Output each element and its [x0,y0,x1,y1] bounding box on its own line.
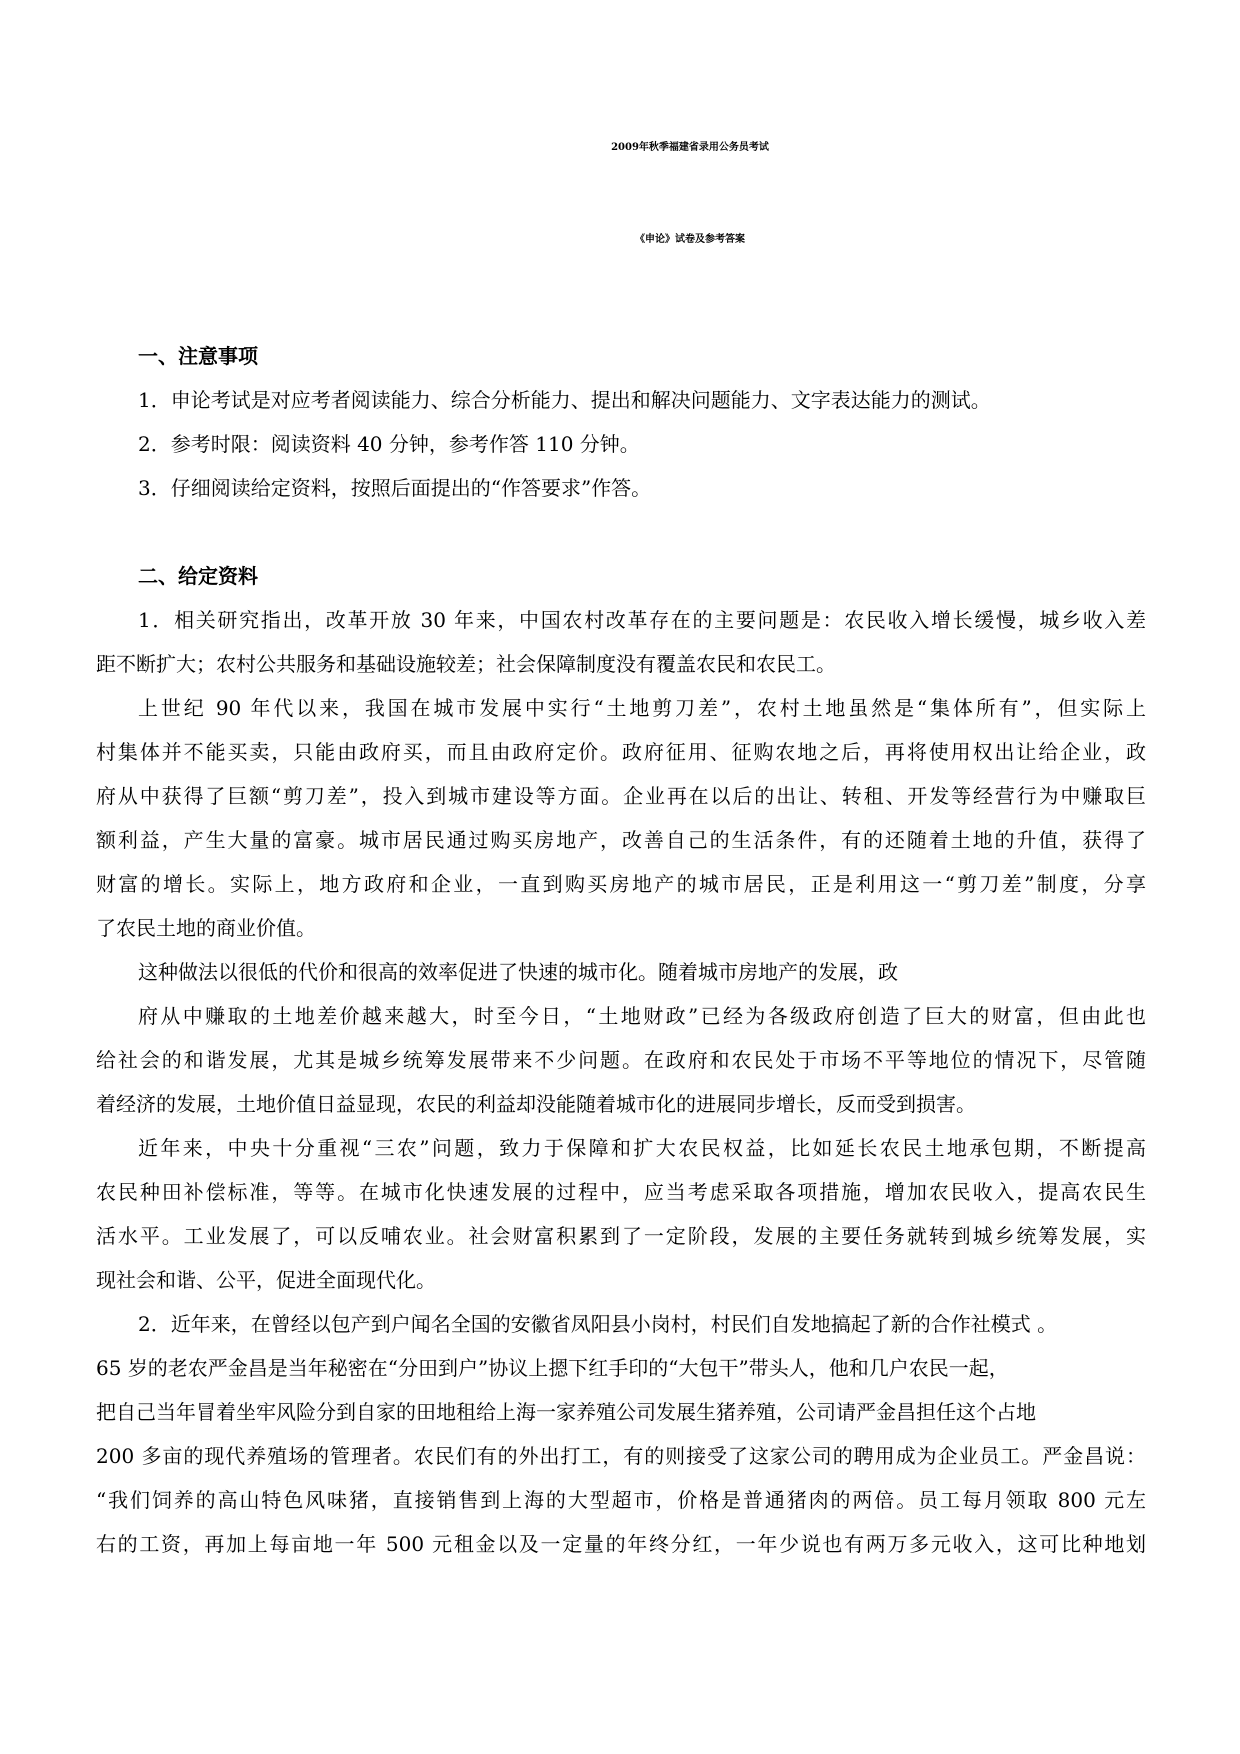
material-line: 把自己当年冒着坐牢风险分到自家的田地租给上海一家养殖公司发展生猪养殖，公司请严金昌担任这个占地 [96,1400,1036,1424]
notes-item: 2．参考时限：阅读资料 40 分钟，参考作答 110 分钟。 [138,432,640,456]
section-heading-materials: 二、给定资料 [138,564,258,588]
material-line: 活水平。工业发展了，可以反哺农业。社会财富积累到了一定阶段，发展的主要任务就转到城乡统筹发展，实 [96,1224,1146,1248]
material-line: 2．近年来，在曾经以包产到户闻名全国的安徽省凤阳县小岗村，村民们自发地搞起了新的合作社模式 。 [138,1312,1058,1336]
document-subtitle: 《申论》试卷及参考答案 [635,234,745,245]
material-line: 村集体并不能买卖，只能由政府买，而且由政府定价。政府征用、征购农地之后，再将使用权出让给企业，政 [96,740,1146,764]
material-line: 近年来，中央十分重视“三农”问题，致力于保障和扩大农民权益，比如延长农民土地承包期，不断提高 [138,1136,1146,1160]
material-line: 现社会和谐、公平，促进全面现代化。 [96,1268,436,1292]
section-heading-notes: 一、注意事项 [138,344,258,368]
material-line: 这种做法以很低的代价和很高的效率促进了快速的城市化。随着城市房地产的发展，政 [138,960,898,984]
material-line: 65 岁的老农严金昌是当年秘密在“分田到户”协议上摁下红手印的“大包干”带头人，他和几户农民一起， [96,1356,1009,1380]
material-line: 给社会的和谐发展，尤其是城乡统筹发展带来不少问题。在政府和农民处于市场不平等地位的情况下，尽管随 [96,1048,1146,1072]
material-line: 额利益，产生大量的富豪。城市居民通过购买房地产，改善自己的生活条件，有的还随着土地的升值，获得了 [96,828,1146,852]
material-line: “我们饲养的高山特色风味猪，直接销售到上海的大型超市，价格是普通猪肉的两倍。员工每月领取 800 元左 [96,1488,1146,1512]
material-line: 农民种田补偿标准，等等。在城市化快速发展的过程中，应当考虑采取各项措施，增加农民收入，提高农民生 [96,1180,1146,1204]
material-line: 财富的增长。实际上，地方政府和企业，一直到购买房地产的城市居民，正是利用这一“剪刀差”制度，分享 [96,872,1146,896]
notes-item: 1．申论考试是对应考者阅读能力、综合分析能力、提出和解决问题能力、文字表达能力的测试。 [138,388,991,412]
material-line: 府从中赚取的土地差价越来越大，时至今日，“土地财政”已经为各级政府创造了巨大的财富，但由此也 [138,1004,1146,1028]
material-line: 着经济的发展，土地价值日益显现，农民的利益却没能随着城市化的进展同步增长，反而受到损害。 [96,1092,976,1116]
material-line: 200 多亩的现代养殖场的管理者。农民们有的外出打工，有的则接受了这家公司的聘用成为企业员工。严金昌说： [96,1444,1146,1468]
material-line: 上世纪 90 年代以来，我国在城市发展中实行“土地剪刀差”，农村土地虽然是“集体所有”，但实际上 [138,696,1146,720]
material-line: 1．相关研究指出，改革开放 30 年来，中国农村改革存在的主要问题是：农民收入增长缓慢，城乡收入差 [138,608,1146,632]
material-line: 距不断扩大；农村公共服务和基础设施较差；社会保障制度没有覆盖农民和农民工。 [96,652,836,676]
material-line: 了农民土地的商业价值。 [96,916,316,940]
notes-item: 3．仔细阅读给定资料，按照后面提出的“作答要求”作答。 [138,476,652,500]
material-line: 右的工资，再加上每亩地一年 500 元租金以及一定量的年终分红，一年少说也有两万多元收入，这可比种地划 [96,1532,1146,1556]
material-line: 府从中获得了巨额“剪刀差”，投入到城市建设等方面。企业再在以后的出让、转租、开发等经营行为中赚取巨 [96,784,1146,808]
document-title: 2009年秋季福建省录用公务员考试 [611,142,769,153]
